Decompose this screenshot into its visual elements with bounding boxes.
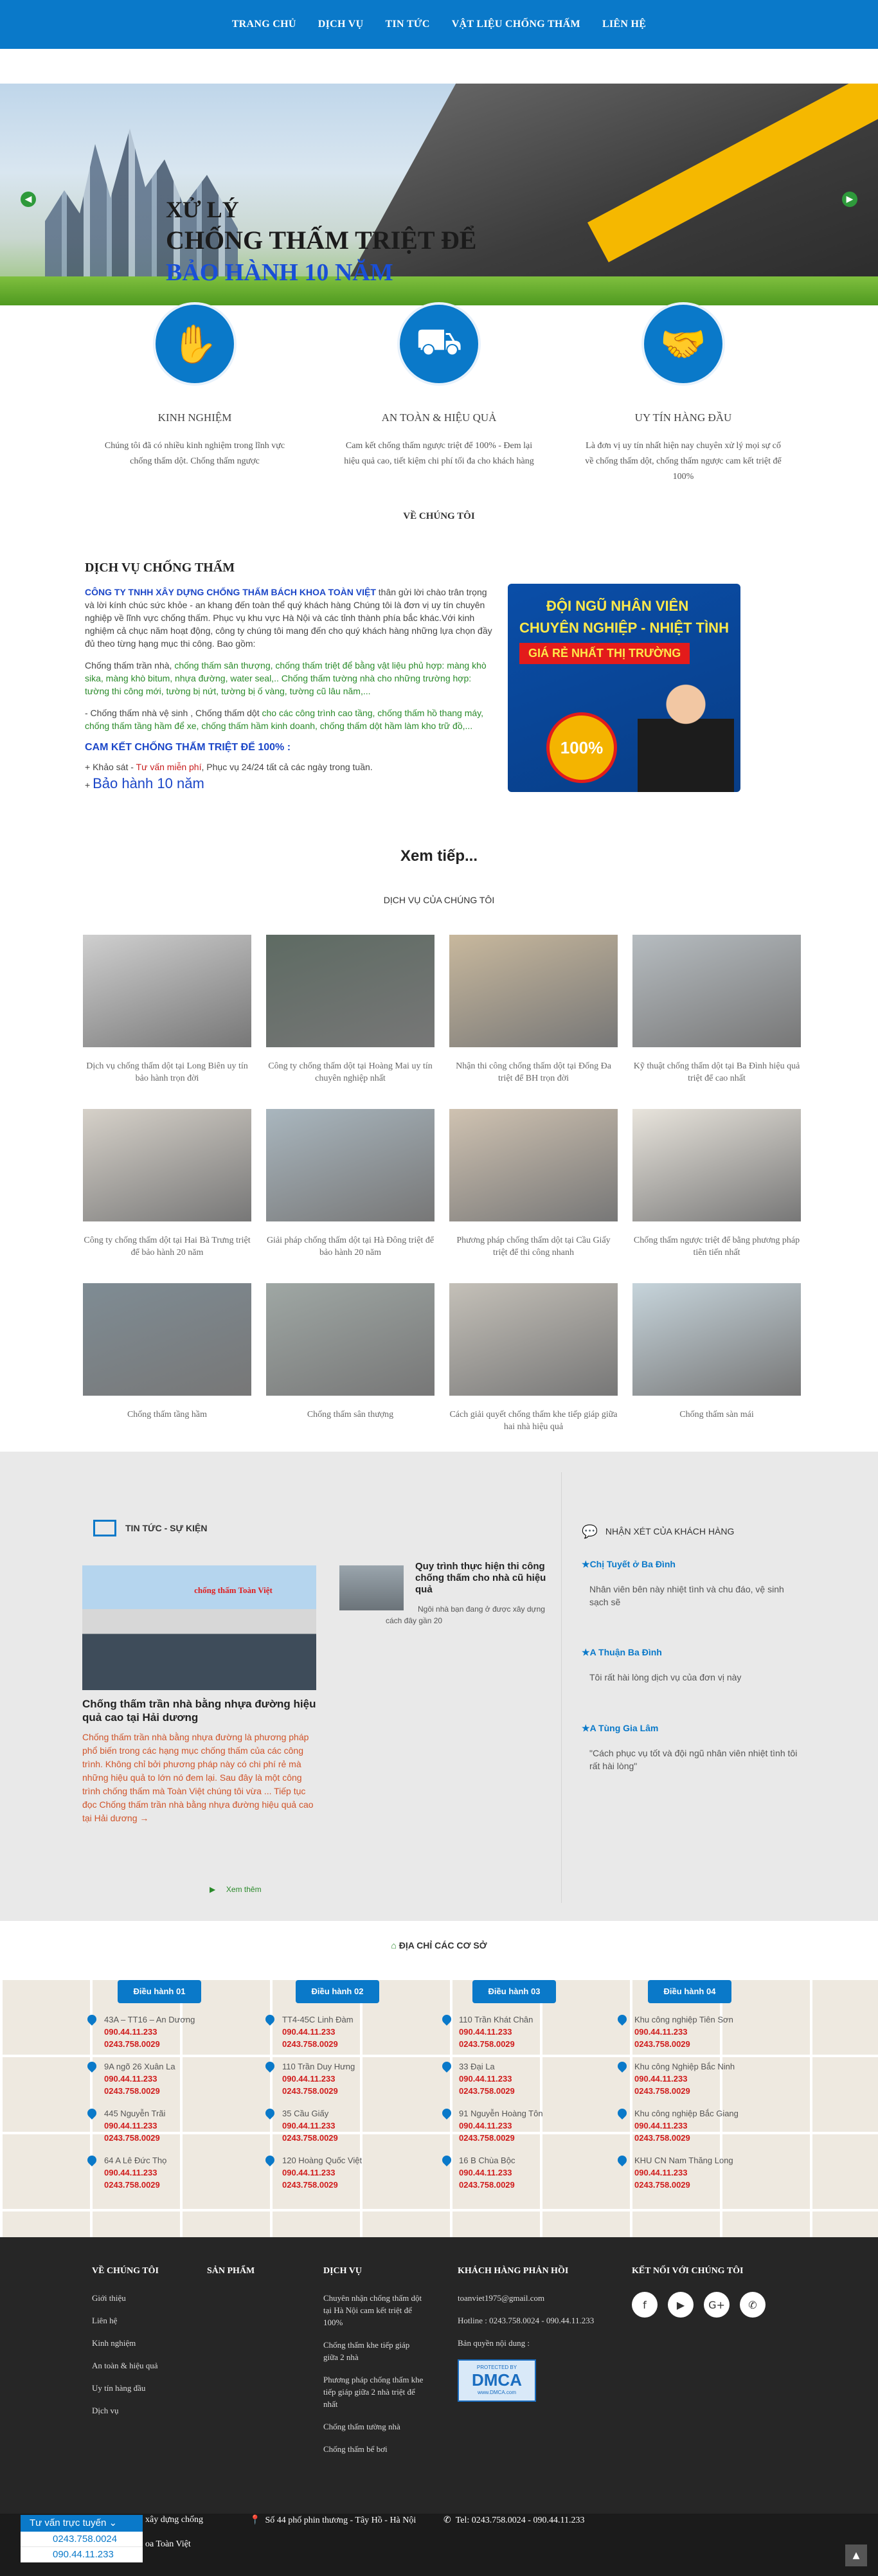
branch-column (82, 1980, 256, 2191)
branch-phone[interactable]: 0243.758.0029 (634, 2180, 690, 2190)
bottom-company: xây dựng chống oa Toàn Việt (145, 2515, 204, 2549)
service-label[interactable]: Giải pháp chống thấm dột tại Hà Đông triệt để bảo hành 20 năm (266, 1236, 435, 1257)
review-item: ★ A Thuận Ba Đình Tôi rất hài lòng dịch vụ của đơn vị này (582, 1647, 800, 1684)
branch-phone[interactable]: 0243.758.0029 (104, 2180, 160, 2190)
news-more-link[interactable]: ▶ Xem thêm (210, 1885, 262, 1894)
branch-entry (260, 2107, 434, 2144)
service-image[interactable] (449, 1283, 618, 1396)
hero-slider (0, 84, 878, 305)
map-pin-icon (616, 2013, 629, 2026)
footer-email[interactable]: toanviet1975@gmail.com (458, 2293, 545, 2303)
branch-phone[interactable]: 0243.758.0029 (104, 2086, 160, 2096)
branch-phone[interactable]: 090.44.11.233 (282, 2121, 336, 2130)
service-card[interactable] (449, 935, 618, 1096)
branch-address: 64 A Lê Đức Thọ (104, 2156, 167, 2165)
newspaper-icon (93, 1520, 116, 1536)
warranty-text: Bảo hành 10 năm (93, 775, 204, 791)
branch-address: Khu công nghiệp Bắc Giang (634, 2109, 739, 2118)
home-icon: ⌂ (391, 1940, 399, 1950)
branch-phone[interactable]: 0243.758.0029 (634, 2133, 690, 2143)
nav-contact[interactable]: LIÊN HỆ (602, 19, 647, 30)
service-image[interactable] (266, 935, 435, 1047)
map-pin-icon (264, 2107, 276, 2120)
branch-address: 43A – TT16 – An Dương (104, 2015, 195, 2024)
nav-home[interactable]: TRANG CHỦ (231, 19, 296, 30)
service-label[interactable]: Kỹ thuật chống thấm dột tại Ba Đình hiệu quả triệt để cao nhất (633, 1061, 800, 1083)
map-pin-icon (616, 2154, 629, 2166)
branch-column (260, 1980, 434, 2191)
branch-phone[interactable]: 0243.758.0029 (282, 2086, 338, 2096)
branch-column (613, 1980, 786, 2191)
branch-address: 33 Đại La (459, 2062, 495, 2071)
reviews-heading: 💬 NHẬN XÉT CỦA KHÁCH HÀNG (582, 1524, 735, 1539)
commitment-heading: CAM KẾT CHỐNG THẤM TRIỆT ĐỂ 100% : (85, 742, 291, 753)
nav-materials[interactable]: VẬT LIỆU CHỐNG THẤM (451, 19, 580, 30)
branch-phone[interactable]: 090.44.11.233 (634, 2027, 688, 2037)
chat-icon: 💬 (582, 1524, 598, 1539)
branch-entry (613, 2013, 786, 2050)
feature-text: Là đơn vị uy tín nhất hiện nay chuyên xử lý mọi sự cố về chống thấm dột, chống thấm ngược cam kết triệt để 100% (585, 441, 782, 482)
news-side-title[interactable]: Quy trình thực hiện thi công chống thấm cho nhà cũ hiệu quả (415, 1561, 546, 1595)
bottom-address: 📍 Số 44 phố phin thương - Tây Hồ - Hà Nội (249, 2516, 417, 2525)
branch-entry (260, 2154, 434, 2191)
service-image[interactable] (266, 1109, 435, 1221)
address-title: ⌂ ĐỊA CHỈ CÁC CƠ SỞ (391, 1940, 487, 1950)
branch-phone[interactable]: 090.44.11.233 (634, 2121, 688, 2130)
service-image[interactable] (83, 1283, 251, 1396)
grass-strip (0, 276, 878, 305)
hands-icon: ✋ (153, 302, 237, 386)
footer-products: SẢN PHẨM (207, 2266, 255, 2276)
branch-entry (82, 2060, 256, 2097)
service-card[interactable] (632, 1283, 801, 1445)
promo-banner: ĐỘI NGŨ NHÂN VIÊN CHUYÊN NGHIỆP - NHIỆT TÌNH GIÁ RẺ NHẤT THỊ TRƯỜNG 100% (508, 584, 740, 792)
handshake-icon: 🤝 (641, 302, 725, 386)
truck-icon: ⛟ (397, 302, 481, 386)
map-pin-icon (264, 2013, 276, 2026)
branch-address: 120 Hoàng Quốc Việt (282, 2156, 363, 2165)
footer-link[interactable]: Dịch vụ (92, 2406, 119, 2415)
branch-address: 16 B Chùa Bộc (459, 2156, 515, 2165)
branch-phone[interactable]: 0243.758.0029 (104, 2039, 160, 2049)
feature-text: Chúng tôi đã có nhiều kinh nghiệm trong lĩnh vực chống thấm dột. Chống thấm ngược (104, 441, 285, 466)
footer-about: VỀ CHÚNG TÔI Giới thiệu Liên hệ Kinh nghiệm An toàn & hiệu quả Uy tín hàng đầu Dịch vụ (92, 2266, 195, 2427)
map-pin-icon (440, 2154, 453, 2166)
service-label[interactable]: Chống thấm sàn mái (679, 1410, 754, 1419)
service-card[interactable] (83, 1283, 251, 1445)
branch-entry (82, 2013, 256, 2050)
service-image[interactable] (266, 1283, 435, 1396)
branch-entry (613, 2060, 786, 2097)
service-label[interactable]: Công ty chống thấm dột tại Hai Bà Trưng triệt để bảo hành 20 năm (84, 1236, 251, 1257)
service-card[interactable] (266, 935, 435, 1096)
footer-hotline: Hotline : 0243.758.0024 - 090.44.11.233 (458, 2316, 595, 2325)
branch-phone[interactable]: 090.44.11.233 (104, 2168, 157, 2177)
branch-phone[interactable]: 0243.758.0029 (282, 2180, 338, 2190)
footer-link[interactable]: Liên hệ (92, 2316, 118, 2325)
branch-address: Khu công nghiệp Tiên Sơn (634, 2015, 733, 2024)
service-label[interactable]: Chống thấm sân thượng (307, 1410, 394, 1419)
branch-phone[interactable]: 0243.758.0029 (282, 2039, 338, 2049)
branch-phone[interactable]: 090.44.11.233 (459, 2027, 512, 2037)
news-feature-body: Chống thấm trần nhà bằng nhựa đường là phương pháp phổ biến trong các hạng mục chống thấm của các công trình. Không chỉ bởi phương pháp này có chi phí rẻ mà những hiệu quả to lớn nó đem lại. Sau đây là một công trình chống thấm mà Toàn Việt chúng tôi vừa ... Tiếp tục đọc Chống thấm trần nhà bằng nhựa đường hiệu quả cao tại Hải dương → (82, 1732, 314, 1823)
branch-phone[interactable]: 0243.758.0029 (104, 2133, 160, 2143)
news-side-body: Ngôi nhà bạn đang ở được xây dựng cách đây gần 20 (386, 1605, 545, 1625)
footer-feedback: KHÁCH HÀNG PHẢN HỒI toanviet1975@gmail.com Hotline : 0243.758.0024 - 090.44.11.233 Bản quyền nội dung : PROTECTED BY DMCA www.DMCA.com (458, 2266, 612, 2402)
slider-prev-icon[interactable]: ◀ (21, 192, 36, 207)
news-feature-image[interactable]: chống thấm Toàn Việt (82, 1565, 316, 1690)
review-item: ★ Chị Tuyết ở Ba Đình Nhân viên bên này nhiệt tình và chu đáo, vệ sinh sạch sẽ (582, 1559, 800, 1608)
about-title: VỀ CHÚNG TÔI (403, 511, 475, 521)
branch-entry (82, 2154, 256, 2191)
service-label[interactable]: Nhận thi công chống thấm dột tại Đống Đa triệt để BH trọn đời (456, 1061, 611, 1083)
service-card[interactable] (83, 935, 251, 1096)
service-image[interactable] (632, 935, 801, 1047)
branch-entry (260, 2013, 434, 2050)
footer-link[interactable]: An toàn & hiệu quả (92, 2361, 158, 2370)
map-pin-icon (264, 2060, 276, 2073)
branch-phone[interactable]: 0243.758.0029 (282, 2133, 338, 2143)
scroll-top-icon[interactable]: ▲ (845, 2544, 867, 2566)
branch-entry (437, 2107, 611, 2144)
youtube-icon[interactable]: ▶ (668, 2292, 694, 2318)
map-pin-icon (85, 2107, 98, 2120)
map-pin-icon (85, 2154, 98, 2166)
services-title: DỊCH VỤ CỦA CHÚNG TÔI (383, 895, 495, 905)
branch-address: 110 Trần Khát Chân (459, 2015, 533, 2024)
branch-entry (437, 2013, 611, 2050)
facebook-icon[interactable]: f (632, 2292, 658, 2318)
map-pin-icon (616, 2060, 629, 2073)
map-pin-icon (264, 2154, 276, 2166)
news-feature-title[interactable]: Chống thấm trần nhà bằng nhựa đường hiệu quả cao tại Hải dương (82, 1698, 316, 1724)
branch-phone[interactable]: 090.44.11.233 (634, 2168, 688, 2177)
service-label[interactable]: Chống thấm ngược triệt để bằng phương pháp tiên tiến nhất (633, 1236, 800, 1257)
map-pin-icon (440, 2060, 453, 2073)
hero-line-2: CHỐNG THẤM TRIỆT ĐỂ (166, 226, 477, 255)
google-plus-icon[interactable]: G+ (704, 2292, 730, 2318)
branch-entry (82, 2107, 256, 2144)
service-label[interactable]: Dịch vụ chống thấm dột tại Long Biên uy tín bảo hành trọn đời (86, 1061, 248, 1083)
consult-phone[interactable]: 0243.758.0024 (21, 2532, 143, 2547)
footer-link[interactable]: Chống thấm tường nhà (323, 2422, 400, 2431)
service-card[interactable] (449, 1283, 618, 1445)
branch-tab[interactable]: Điều hành 02 (296, 1980, 379, 2003)
phone-icon[interactable]: ✆ (740, 2292, 766, 2318)
footer-services: DỊCH VỤ Chuyên nhận chống thấm dột tại Hà Nội cam kết triệt để 100% Chống thấm khe tiếp giáp giữa 2 nhà Phương pháp chống thấm khe tiếp giáp giữa 2 nhà triệt để nhất Chống thấm tường nhà Chống thấm bể bơi (323, 2266, 426, 2465)
feature-title: UY TÍN HÀNG ĐẦU (634, 411, 732, 424)
hero-line-3: BẢO HÀNH 10 NĂM (166, 259, 393, 286)
branch-phone[interactable]: 090.44.11.233 (282, 2074, 336, 2084)
map-pin-icon (85, 2060, 98, 2073)
map-pin-icon (85, 2013, 98, 2026)
footer-link[interactable]: Giới thiệu (92, 2293, 126, 2303)
consult-phone[interactable]: 090.44.11.233 (21, 2547, 143, 2562)
footer-link[interactable]: Uy tín hàng đầu (92, 2383, 146, 2393)
footer-link[interactable]: Chống thấm bể bơi (323, 2444, 388, 2454)
branch-address: 91 Nguyễn Hoàng Tôn (459, 2109, 543, 2118)
branch-address: 445 Nguyễn Trãi (104, 2109, 166, 2118)
branch-phone[interactable]: 090.44.11.233 (634, 2074, 688, 2084)
branch-phone[interactable]: 090.44.11.233 (104, 2121, 157, 2130)
nav-services[interactable]: DỊCH VỤ (318, 19, 364, 30)
service-image[interactable] (632, 1109, 801, 1221)
feature-safety (333, 302, 545, 469)
guarantee-badge: 100% (546, 712, 617, 783)
branch-phone[interactable]: 0243.758.0029 (459, 2133, 515, 2143)
branch-phone[interactable]: 090.44.11.233 (459, 2121, 512, 2130)
branch-phone[interactable]: 0243.758.0029 (459, 2086, 515, 2096)
service-card[interactable] (449, 1109, 618, 1270)
branch-phone[interactable]: 090.44.11.233 (282, 2168, 336, 2177)
branch-phone[interactable]: 090.44.11.233 (282, 2027, 336, 2037)
service-grid (83, 935, 802, 1445)
service-label[interactable]: Chống thấm tầng hầm (127, 1410, 208, 1419)
service-card[interactable] (266, 1109, 435, 1270)
branch-address: KHU CN Nam Thăng Long (634, 2156, 733, 2165)
branch-tab[interactable]: Điều hành 04 (648, 1980, 731, 2003)
branch-tab[interactable]: Điều hành 01 (118, 1980, 201, 2003)
branch-address: 9A ngõ 26 Xuân La (104, 2062, 175, 2071)
businessman-illustration (638, 674, 734, 792)
chevron-down-icon: ⌄ (109, 2517, 118, 2528)
branch-phone[interactable]: 090.44.11.233 (104, 2027, 157, 2037)
slider-next-icon[interactable]: ▶ (842, 192, 857, 207)
news-heading: TIN TỨC - SỰ KIỆN (93, 1520, 207, 1536)
branch-address: Khu công Nghiệp Bắc Ninh (634, 2062, 735, 2071)
branch-entry (437, 2154, 611, 2191)
feature-experience (89, 302, 301, 469)
branch-entry (613, 2154, 786, 2191)
branch-phone[interactable]: 0243.758.0029 (459, 2180, 515, 2190)
online-consult-widget[interactable] (21, 2515, 143, 2562)
service-image[interactable] (449, 1109, 618, 1221)
map-pin-icon (616, 2107, 629, 2120)
location-icon: 📍 (249, 2516, 265, 2525)
service-label[interactable]: Công ty chống thấm dột tại Hoàng Mai uy tín chuyên nghiệp nhất (268, 1061, 433, 1083)
nav-news[interactable]: TIN TỨC (385, 19, 430, 30)
footer-copyright: Bản quyền nội dung : (458, 2338, 530, 2348)
branch-column (437, 1980, 611, 2191)
phone-icon: ✆ (443, 2516, 456, 2525)
service-image[interactable] (83, 1109, 251, 1221)
branch-entry (437, 2060, 611, 2097)
branch-entry (613, 2107, 786, 2144)
branch-phone[interactable]: 090.44.11.233 (459, 2074, 512, 2084)
footer-link[interactable]: Chuyên nhận chống thấm dột tại Hà Nội cam kết triệt để 100% (323, 2293, 422, 2327)
column-divider (561, 1472, 562, 1903)
feature-title: KINH NGHIỆM (157, 411, 232, 424)
footer-link[interactable]: Kinh nghiệm (92, 2338, 136, 2348)
review-item: ★ A Tùng Gia Lâm "Cách phục vụ tốt và đội ngũ nhân viên nhiệt tình tôi rất hài lòng" (582, 1723, 800, 1772)
branch-address: TT4-45C Linh Đàm (282, 2015, 354, 2024)
read-more-link[interactable]: Xem tiếp... (400, 847, 478, 865)
hero-line-1: XỬ LÝ (166, 197, 239, 222)
top-navigation (0, 0, 878, 49)
play-icon: ▶ (210, 1885, 226, 1894)
feature-title: AN TOÀN & HIỆU QUẢ (381, 411, 497, 424)
feature-text: Cam kết chống thấm ngược triệt để 100% - Đem lại hiệu quả cao, tiết kiệm chi phí tối đa cho khách hàng (344, 441, 534, 466)
consult-header[interactable]: Tư vấn trực tuyến ⌄ (30, 2517, 118, 2528)
map-pin-icon (440, 2013, 453, 2026)
intro-text: CÔNG TY TNHH XÂY DỰNG CHỐNG THẤM BÁCH KHOA TOÀN VIỆT thân gửi lời chào trân trọng và lời kính chúc sức khỏe - an khang đến toàn thể quý khách hàng Chúng tôi là đơn vị uy tín chuyên nghiệp về lĩnh vực chống thấm. Phục vụ khu vực Hà Nội và các tỉnh thành phía bắc khác.Với kinh nghiệm cả chục năm hoạt động, công ty chúng tôi mang đến cho quý khách hàng những lựa chọn đầy đủ theo từng hạng mục thi công. Bao gồm: Chống thấm trần nhà, chống thấm sân thượng, chống thấm triệt để bằng vật liệu phủ hợp: màng khò sika, màng khò bitum, nhựa đường, water seal,.. Chống thấm tường nhà cho những trường hợp: tường thi công mới, tường bị nứt, tường bị ố vàng, tường cũ lâu năm,... - Chống thấm nhà vệ sinh , Chống thấm dột cho các công trình cao tầng, chống thấm hồ thang máy, chống thấm tầng hầm để xe, chống thấm hầm kinh doanh, chống thấm dột hầm làm kho trữ đồ,... CAM KẾT CHỐNG THẤM TRIỆT ĐỂ 100% : + Khảo sát - Tư vấn miễn phí, Phục vụ 24/24 tất cả các ngày trong tuần. + Bảo hành 10 năm (85, 586, 496, 791)
branch-phone[interactable]: 090.44.11.233 (459, 2168, 512, 2177)
branch-phone[interactable]: 0243.758.0029 (634, 2086, 690, 2096)
footer-link[interactable]: Phương pháp chống thấm khe tiếp giáp giữa 2 nhà triệt để nhất (323, 2375, 424, 2409)
service-label[interactable]: Phương pháp chống thấm dột tại Cầu Giấy triệt để thi công nhanh (456, 1236, 611, 1257)
branch-phone[interactable]: 0243.758.0029 (634, 2039, 690, 2049)
service-card[interactable] (266, 1283, 435, 1445)
dmca-badge[interactable]: PROTECTED BY DMCA www.DMCA.com (458, 2359, 536, 2402)
bottom-tel: ✆ Tel: 0243.758.0024 - 090.44.11.233 (443, 2516, 585, 2525)
branch-address: 110 Trần Duy Hưng (282, 2062, 355, 2071)
service-card[interactable] (632, 935, 801, 1096)
branch-address: 35 Cầu Giấy (282, 2109, 329, 2118)
feature-prestige (577, 302, 789, 485)
company-name: CÔNG TY TNHH XÂY DỰNG CHỐNG THẤM BÁCH KHOA TOÀN VIỆT (85, 587, 376, 597)
service-label[interactable]: Cách giải quyết chống thấm khe tiếp giáp giữa hai nhà hiệu quả (449, 1410, 618, 1432)
map-pin-icon (440, 2107, 453, 2120)
service-image[interactable] (449, 935, 618, 1047)
branch-phone[interactable]: 090.44.11.233 (104, 2074, 157, 2084)
service-card[interactable] (83, 1109, 251, 1270)
service-card[interactable] (632, 1109, 801, 1270)
intro-heading: DỊCH VỤ CHỐNG THẤM (85, 561, 235, 575)
service-image[interactable] (83, 935, 251, 1047)
footer-link[interactable]: Chống thấm khe tiếp giáp giữa 2 nhà (323, 2340, 410, 2362)
branch-phone[interactable]: 0243.758.0029 (459, 2039, 515, 2049)
branch-tab[interactable]: Điều hành 03 (472, 1980, 556, 2003)
branch-entry (260, 2060, 434, 2097)
footer-connect: KẾT NỐI VỚI CHÚNG TÔI f ▶ G+ ✆ (632, 2266, 773, 2318)
service-image[interactable] (632, 1283, 801, 1396)
